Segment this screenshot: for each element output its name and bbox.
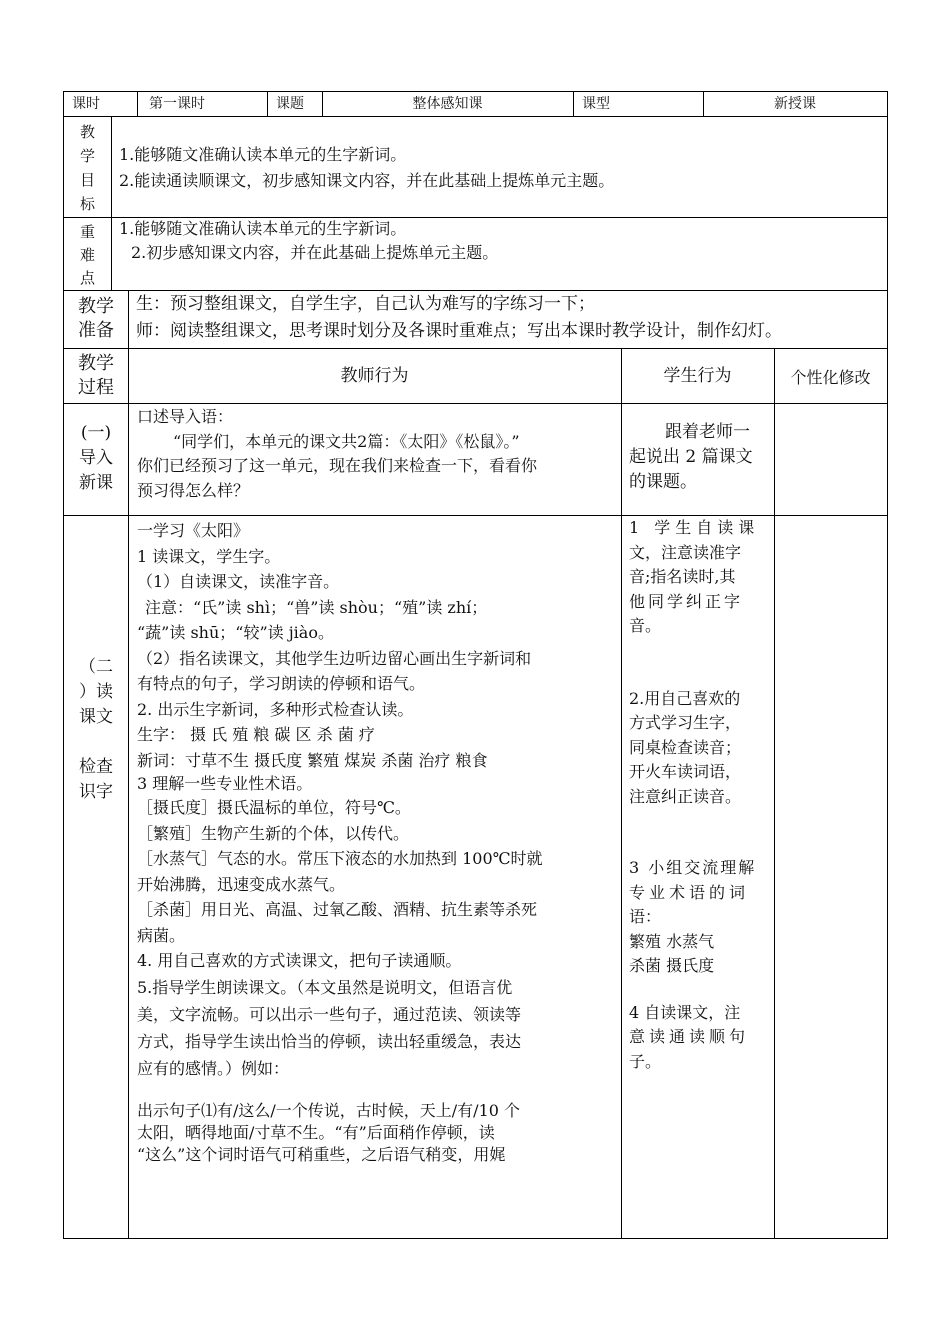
- text-line: 他同学纠正字: [629, 591, 744, 611]
- preparation-label: 教学 准备: [78, 296, 114, 341]
- text-line: 杀菌 摄氏度: [629, 956, 715, 975]
- text-line: 2. 出示生字新词，多种形式检查认读。: [137, 699, 414, 719]
- text-line: ［摄氏度］摄氏温标的单位，符号℃。: [137, 798, 411, 817]
- section-reading-student: [629, 516, 771, 1074]
- text-line: 方式学习生字，: [629, 713, 742, 732]
- keti-value: 整体感知课: [412, 96, 483, 112]
- student-block: [629, 1001, 771, 1075]
- text-line: 跟着老师一: [665, 422, 750, 442]
- text-line: （1）自读课文，读准字音。: [137, 572, 340, 591]
- text-line: 音;指名读时,其: [629, 567, 736, 586]
- kexing-value: 新授课: [774, 96, 816, 112]
- section-reading-teacher: [137, 518, 619, 1166]
- kexing-label: 课型: [582, 96, 610, 112]
- text-line: 1 学生自读课: [629, 518, 760, 537]
- text-line: 4. 用自己喜欢的方式读课文，把句子读通顺。: [137, 951, 462, 970]
- text-line: 口述导入语：: [137, 407, 234, 426]
- key-point-item: 1.能够随文准确认读本单元的生字新词。: [119, 219, 407, 238]
- text-line: “这么”这个词时语气可稍重些，之后语气稍变，用娓: [137, 1144, 506, 1164]
- keshi-label: 课时: [72, 96, 100, 112]
- text-line: 1 读课文，学生字。: [137, 546, 281, 566]
- text-line: 应有的感情。）例如：: [137, 1058, 290, 1078]
- section-intro-student: [629, 420, 771, 495]
- section-reading-label: （二 ）读 课文 检查 识字: [79, 657, 113, 802]
- text-line: 病菌。: [137, 925, 186, 945]
- text-line: “蔬”读 shū；“较”读 jiào。: [137, 623, 334, 642]
- text-line: 文，注意读准字: [629, 542, 742, 562]
- student-block: [629, 516, 771, 639]
- text-line: 你们已经预习了这一单元，现在我们来检查一下，看看你: [137, 456, 538, 475]
- text-line: 语：: [629, 907, 662, 926]
- key-point-item: 2.初步感知课文内容，并在此基础上提炼单元主题。: [131, 243, 499, 262]
- text-line: 开火车读词语，: [629, 762, 742, 781]
- objective-item: 1.能够随文准确认读本单元的生字新词。: [119, 145, 407, 164]
- text-line: 开始沸腾，迅速变成水蒸气。: [137, 874, 346, 894]
- text-line: ［繁殖］生物产生新的个体，以传代。: [137, 823, 410, 843]
- text-line: 注意：“氏”读 shì；“兽”读 shòu；“殖”读 zhí；: [145, 597, 488, 617]
- text-line: 5.指导学生朗读课文。（本文虽然是说明文，但语言优: [137, 977, 513, 997]
- text-line: 音。: [629, 616, 662, 635]
- key-points-label: 重 难 点: [79, 223, 95, 287]
- text-line: 新词：寸草不生 摄氏度 繁殖 煤炭 杀菌 治疗 粮食: [137, 750, 488, 770]
- text-line: 意读通读顺句: [629, 1027, 750, 1046]
- text-line: 2.用自己喜欢的: [629, 688, 741, 708]
- text-line: 注意纠正读音。: [629, 786, 742, 806]
- student-block: [629, 687, 771, 810]
- text-line: 出示句子⑴有/这么/一个传说，古时候，天上/有/10 个: [137, 1100, 521, 1120]
- preparation-teacher: 师：阅读整组课文，思考课时划分及各课时重难点；写出本课时教学设计，制作幻灯。: [136, 321, 782, 341]
- objective-item: 2.能读通读顺课文，初步感知课文内容，并在此基础上提炼单元主题。: [119, 171, 615, 190]
- section-intro-label: (一) 导入 新课: [79, 423, 113, 493]
- text-line: 专业术语的词: [629, 882, 750, 902]
- text-line: 有特点的句子，学习朗读的停顿和语气。: [137, 674, 426, 693]
- text-line: 同桌检查读音；: [629, 737, 742, 757]
- text-line: 方式，指导学生读出恰当的停顿，读出轻重缓急，表达: [137, 1031, 522, 1051]
- objectives-label: 教 学 目 标: [79, 123, 95, 213]
- text-line: 的课题。: [629, 472, 697, 492]
- text-line: 起说出 2 篇课文: [629, 447, 753, 467]
- text-line: （2）指名读课文，其他学生边听边留心画出生字新词和: [137, 648, 532, 668]
- text-line: “同学们，本单元的课文共2篇：《太阳》《松鼠》。”: [173, 431, 520, 451]
- text-line: ［水蒸气］气态的水。常压下液态的水加热到 100℃时就: [137, 849, 543, 868]
- text-line: 生字： 摄 氏 殖 粮 碳 区 杀 菌 疗: [137, 725, 375, 744]
- teacher-column-header: 教师行为: [340, 366, 409, 386]
- student-column-header: 学生行为: [663, 366, 732, 386]
- text-line: 繁殖 水蒸气: [629, 931, 715, 951]
- process-label: 教学 过程: [78, 353, 114, 398]
- text-line: 4 自读课文，注: [629, 1002, 741, 1022]
- keti-label: 课题: [276, 96, 304, 112]
- text-line: 一学习《太阳》: [137, 521, 250, 540]
- text-line: 预习得怎么样？: [137, 480, 250, 500]
- text-line: 美，文字流畅。可以出示一些句子，通过范读、领读等: [137, 1004, 522, 1024]
- text-line: ［杀菌］用日光、高温、过氧乙酸、酒精、抗生素等杀死: [137, 900, 538, 919]
- text-line: 太阳，晒得地面/寸草不生。“有”后面稍作停顿，读: [137, 1122, 495, 1142]
- student-block: [629, 856, 771, 979]
- text-line: 子。: [629, 1051, 662, 1071]
- section-intro-teacher: [137, 405, 619, 503]
- preparation-student: 生：预习整组课文，自学生字，自己认为难写的字练习一下；: [136, 294, 595, 314]
- text-line: 3 小组交流理解: [629, 858, 757, 877]
- personal-column-header: 个性化修改: [790, 368, 871, 387]
- text-line: 3 理解一些专业性术语。: [137, 774, 313, 793]
- keshi-value: 第一课时: [149, 96, 205, 112]
